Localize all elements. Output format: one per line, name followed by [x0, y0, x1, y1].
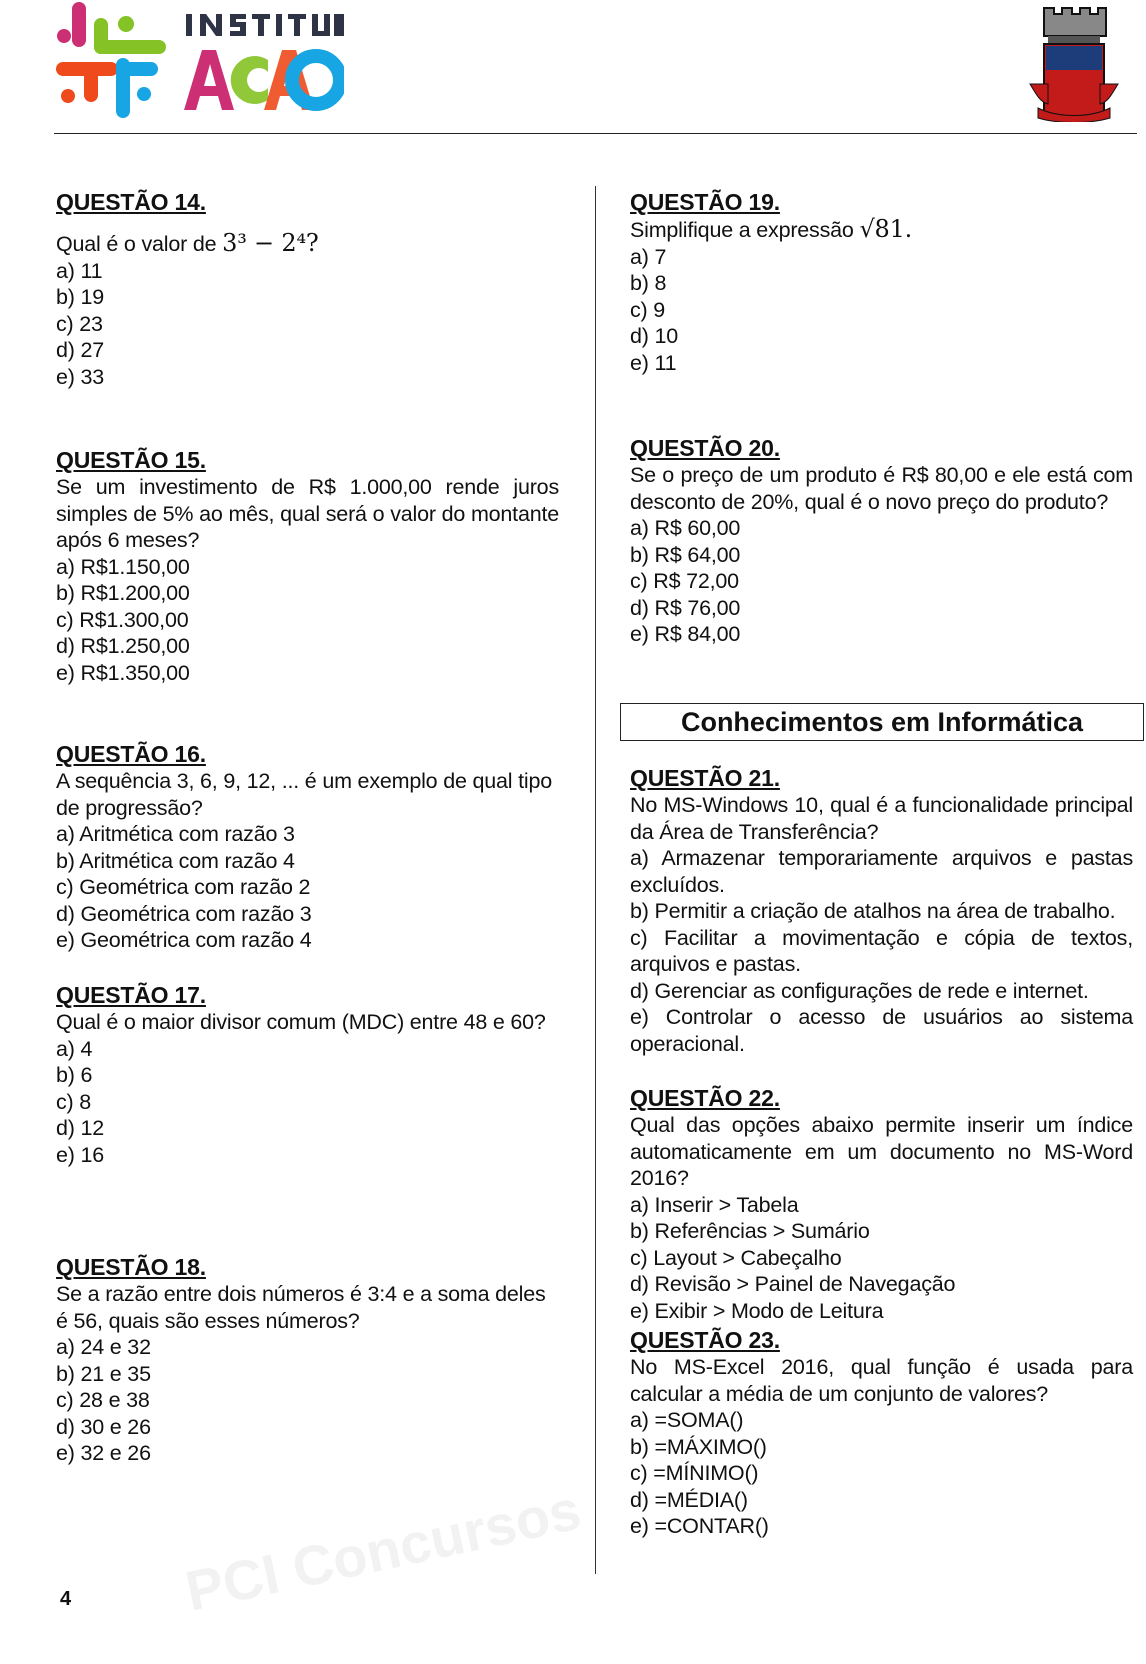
question-text: Qual das opções abaixo permite inserir um índice automaticamente em um documento no MS-Word 2016?: [630, 1113, 1133, 1190]
option: c) Geométrica com razão 2: [56, 875, 311, 899]
option: d) Geométrica com razão 3: [56, 901, 312, 926]
question-text: Se um investimento de R$ 1.000,00 rende juros simples de 5% ao mês, qual será o valor do montante após 6 meses?: [56, 475, 559, 552]
question-title: QUESTÃO 16.: [56, 741, 206, 767]
question-19: [630, 188, 1133, 434]
option: b) R$1.200,00: [56, 581, 190, 605]
option: c) Facilitar a movimentação e cópia de textos, arquivos e pastas.: [630, 925, 1133, 976]
option: a) 7: [630, 244, 667, 269]
question-23: [630, 1326, 1133, 1540]
option: e) 32 e 26: [56, 1441, 151, 1465]
option: a) R$1.150,00: [56, 554, 190, 579]
page-number: 4: [60, 1588, 72, 1610]
option: a) 4: [56, 1036, 93, 1061]
option: a) 24 e 32: [56, 1335, 151, 1359]
option: d) 10: [630, 324, 679, 348]
left-column: [56, 188, 559, 1467]
option: d) R$1.250,00: [56, 634, 190, 658]
option: a) Armazenar temporariamente arquivos e pastas excluídos.: [630, 846, 1133, 897]
math-expression: 3³ − 2⁴?: [222, 229, 319, 257]
option: e) 11: [630, 350, 677, 375]
question-title: QUESTÃO 15.: [56, 447, 206, 473]
question-title: QUESTÃO 22.: [630, 1085, 780, 1111]
option: e) R$1.350,00: [56, 660, 190, 685]
option: c) R$ 72,00: [630, 569, 739, 593]
question-title: QUESTÃO 19.: [630, 189, 780, 215]
question-text: Se a razão entre dois números é 3:4 e a soma deles é 56, quais são esses números?: [56, 1282, 546, 1333]
option: e) Geométrica com razão 4: [56, 928, 312, 952]
option: e) Controlar o acesso de usuários ao sistema operacional.: [630, 1005, 1133, 1056]
option: b) =MÁXIMO(): [630, 1434, 767, 1459]
option: a) Inserir > Tabela: [630, 1192, 799, 1217]
question-text: Simplifique a expressão: [630, 218, 860, 242]
option: b) 21 e 35: [56, 1361, 151, 1386]
option: b) Referências > Sumário: [630, 1219, 870, 1243]
question-title: QUESTÃO 18.: [56, 1254, 206, 1280]
option: b) Permitir a criação de atalhos na área de trabalho.: [630, 899, 1116, 923]
option: b) 19: [56, 285, 105, 309]
watermark: PCI Concursos: [180, 1477, 586, 1623]
question-title: QUESTÃO 20.: [630, 435, 780, 461]
option: e) 16: [56, 1142, 105, 1167]
option: c) =MÍNIMO(): [630, 1461, 759, 1485]
column-divider: [595, 186, 596, 1574]
option: c) 9: [630, 297, 666, 322]
option: b) 8: [630, 271, 667, 295]
math-expression: √81.: [859, 215, 913, 243]
option: e) =CONTAR(): [630, 1514, 769, 1538]
question-text: Qual é o maior divisor comum (MDC) entre 48 e 60?: [56, 1010, 546, 1034]
option: c) Layout > Cabeçalho: [630, 1245, 842, 1270]
section-title: Conhecimentos em Informática: [620, 703, 1144, 741]
question-18: [56, 1253, 559, 1467]
header-divider: [54, 133, 1137, 134]
right-column: [630, 188, 1133, 1540]
option: e) 33: [56, 364, 105, 389]
question-14: [56, 188, 559, 446]
lumen-crest-logo: [1026, 4, 1122, 122]
option: c) R$1.300,00: [56, 607, 189, 632]
question-text: Se o preço de um produto é R$ 80,00 e ele está com desconto de 20%, qual é o novo preço do produto?: [630, 463, 1133, 514]
option: d) Gerenciar as configurações de rede e internet.: [630, 978, 1089, 1003]
option: d) 27: [56, 338, 105, 362]
question-text: Qual é o valor de: [56, 232, 223, 256]
option: c) 28 e 38: [56, 1388, 150, 1412]
question-title: QUESTÃO 17.: [56, 982, 206, 1008]
option: d) Revisão > Painel de Navegação: [630, 1272, 956, 1296]
question-17: [56, 981, 559, 1253]
question-15: [56, 446, 559, 740]
option: d) 12: [56, 1116, 105, 1140]
question-16: [56, 740, 559, 981]
option: a) R$ 60,00: [630, 516, 741, 540]
question-22: [630, 1084, 1133, 1326]
option: b) R$ 64,00: [630, 542, 741, 567]
option: c) 8: [56, 1089, 92, 1114]
question-20: [630, 434, 1133, 703]
option: d) =MÉDIA(): [630, 1487, 748, 1512]
option: b) 6: [56, 1063, 93, 1087]
option: a) =SOMA(): [630, 1408, 744, 1432]
option: d) 30 e 26: [56, 1414, 151, 1439]
question-text: No MS-Excel 2016, qual função é usada para calcular a média de um conjunto de valores?: [630, 1355, 1133, 1406]
question-text: No MS-Windows 10, qual é a funcionalidade principal da Área de Transferência?: [630, 793, 1133, 844]
question-title: QUESTÃO 23.: [630, 1327, 780, 1353]
option: d) R$ 76,00: [630, 595, 741, 620]
option: a) Aritmética com razão 3: [56, 822, 295, 846]
question-21: [630, 764, 1133, 1084]
option: b) Aritmética com razão 4: [56, 848, 295, 873]
option: a) 11: [56, 258, 103, 283]
option: e) R$ 84,00: [630, 622, 741, 646]
option: e) Exibir > Modo de Leitura: [630, 1298, 884, 1323]
option: c) 23: [56, 311, 103, 336]
question-title: QUESTÃO 21.: [630, 765, 780, 791]
instituto-acao-logo: [54, 0, 344, 122]
question-title: QUESTÃO 14.: [56, 189, 206, 215]
question-text: A sequência 3, 6, 9, 12, ... é um exemplo de qual tipo de progressão?: [56, 769, 552, 820]
